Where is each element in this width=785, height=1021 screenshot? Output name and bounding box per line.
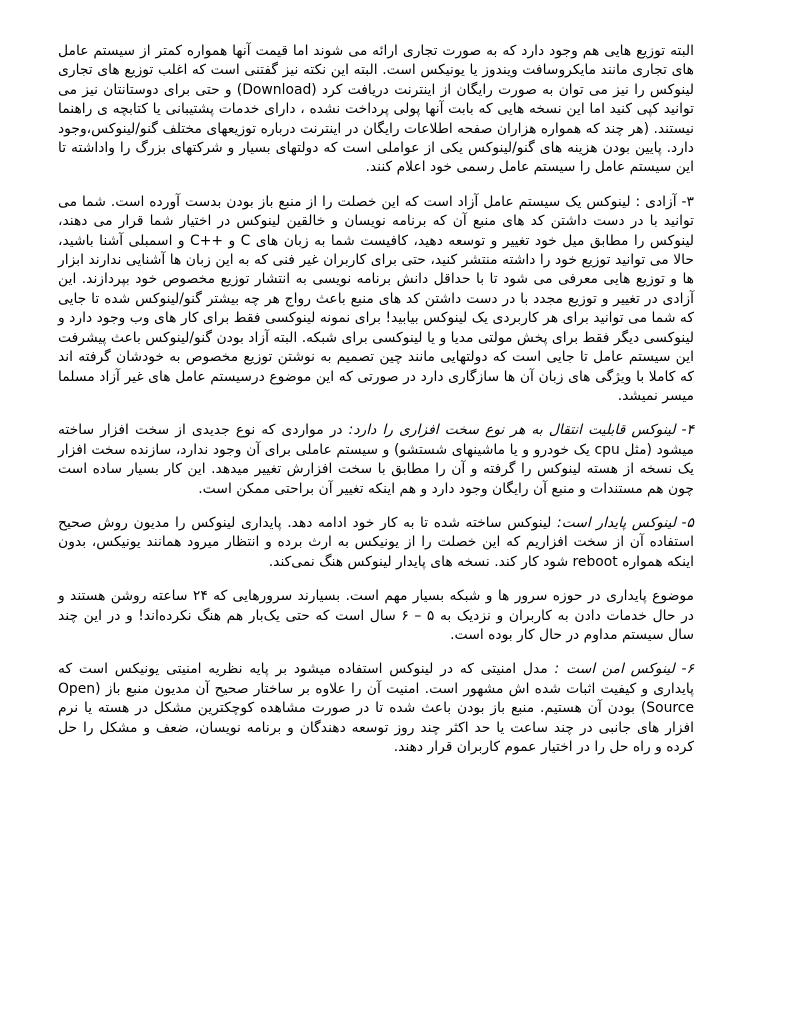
paragraph-freedom <box>58 193 694 406</box>
paragraph-lead: ۵- لینوکس پایدار است: <box>556 514 694 531</box>
paragraph-text: مدل امنیتی که در لینوکس استفاده میشود بر پایه نظریه امنیتی یونیکس است که پایداری و کیفیت اثبات شده اش مشهور است. امنیت آن را علاوه بر ساختار صحیح آن مدیون منبع باز (Open Source) بودن آن هستیم. منبع باز بودن باعث شده تا در صورت مشاهده کوچکترین مشکل در هسته یا نرم افزار های جانبی در چند ساعت یا حد اکثر چند روز توسعه دهندگان و برنامه نویسان، ضعف و مشکل را حل کرده و راه حل را در اختیار عموم کاربران قرار دهند. <box>58 661 694 755</box>
paragraph-commercial-distros <box>58 42 694 178</box>
paragraph-stability <box>58 514 694 572</box>
paragraph-lead: ۶- لینوکس امن است : <box>554 661 694 678</box>
paragraph-text: البته توزیع هایی هم وجود دارد که به صورت تجاری ارائه می شوند اما قیمت آنها همواره کمتر از سیستم عامل های تجاری مانند مایکروسافت ویندوز یا یونیکس است. البته این نکته نیز گفتنی است که اغلب توزیع های تجاری لینوکس را نیز می توان به صورت رایگان از اینترنت دریافت کرد (Download) و حتی برای دوستانتان نیز می توانید کپی کنید اما این نسخه هایی که بابت آنها پولی پرداخت نشده ، دارای خدمات پشتیبانی یا کتابچه ی راهنما نیستند. (هر چند که همواره هزاران صفحه اطلاعات رایگان در اینترنت درباره توزیعهای مختلف گنو/لینوکس،وجود دارد. پایین بودن هزینه های گنو/لینوکس یکی از عواملی است که دولتهای بسیار و شرکتهای بزرگ را واداشته تا این سیستم عامل را سیستم عامل رسمی خود اعلام کنند. <box>58 43 694 176</box>
paragraph-text: موضوع پایداری در حوزه سرور ها و شبکه بسیار مهم است. بسیارند سرورهایی که ۲۴ ساعته روشن هستند و در حال خدمات دادن به کاربران و نزدیک به ۵ – ۶ سال است که حتی یک‌بار هم هنگ نکرده‌اند! و در این چند سال سیستم مداوم در حال کار بوده است. <box>58 588 694 643</box>
paragraph-text: ۳- آزادی : لینوکس یک سیستم عامل آزاد است که این خصلت را از منبع باز بودن بدست آورده است. شما می توانید با در دست داشتن کد های منبع آن که برنامه نویسان و خالقین لینوکس در اختیار شما قرار می دهند، لینوکس را مطابق میل خود تغییر و توسعه دهید، کافیست شما به زبان های C و ++C و اسمبلی آشنا باشید، حالا می توانید توزیع خود را داشته منتشر کنید، حتی برای کاربران غیر فنی که به این زبان ها آشنایی ندارند ابزار ها و توزیع هایی معرفی می شود تا با حداقل دانش برنامه نویسی به انتشار توزیع مخصوص خود بپردازند. این آزادی در تغییر و توزیع مجدد با در دست داشتن کد های منبع باعث رواج هر چه بیشتر گنو/لینوکس شده تا جایی که شما می توانید برای هر کاربردی یک لینوکس بیابید! برای نمونه لینوکسی فقط برای کار های وب وجود دارد و لینوکسی دیگر فقط برای پخش مولتی مدیا و یا لینوکسی برای شبکه. البته آزاد بودن گنو/لینوکس باعث پیشرفت این سیستم عامل تا جایی است که دولتهایی مانند چین تصمیم به نوشتن توزیع مخصوص به خودشان گرفته اند که کاملا با ویژگی های زبان آن ها سازگاری دارد در صورتی که این موضوع درسیستم عامل های غیر آزاد مسلما میسر نمیشد. <box>58 193 694 404</box>
paragraph-lead: ۴- لینوکس قابلیت انتقال به هر نوع سخت افزاری را دارد: <box>348 422 694 439</box>
paragraph-text: در مواردی که نوع جدیدی از سخت افزار ساخته میشود (مثل cpu یک خودرو و یا ماشینهای شستشو) و سیستم عاملی برای آن وجود ندارد، سازنده سخت افزار یک نسخه از هسته لینوکس را گرفته و آن را مطابق با سخت افزارش تغییر میدهد. این کار بسیار ساده است چون هم مستندات و منبع آن رایگان وجود دارد و هم اینکه تغییر آن براحتی ممکن است. <box>58 422 694 497</box>
paragraph-text: لینوکس ساخته شده تا به کار خود ادامه دهد. پایداری لینوکس را مدیون روش صحیح استفاده آن از سخت افزاریم که این خصلت را از یونیکس به ارث برده و انتظار میرود همانند یونیکس، بدون اینکه همواره reboot شود کار کند. نسخه های پایدار لینوکس هنگ نمی‌کند. <box>58 514 694 570</box>
paragraph-portability <box>58 421 694 499</box>
paragraph-server-stability <box>58 587 694 645</box>
paragraph-security <box>58 660 694 757</box>
document-page <box>58 42 694 772</box>
